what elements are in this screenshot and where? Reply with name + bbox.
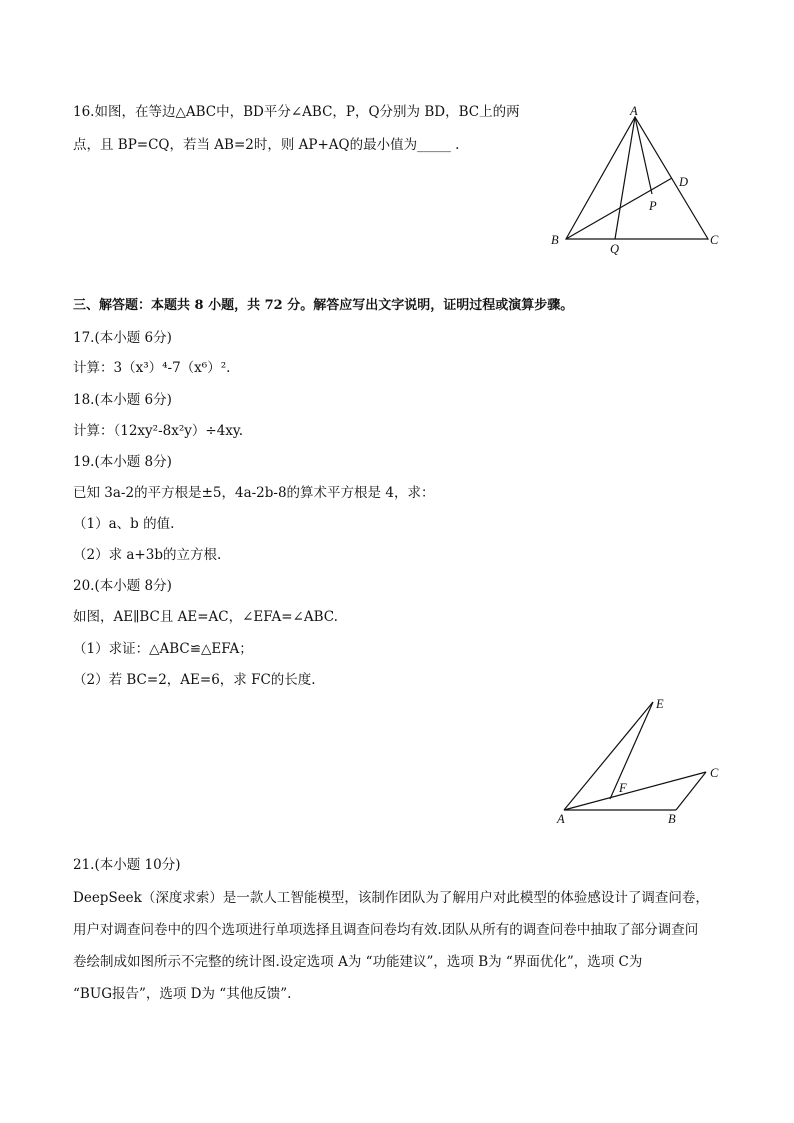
q21-header: 21.(本小题 10分)	[73, 857, 181, 873]
q20-header: 20.(本小题 8分)	[73, 578, 172, 594]
q19-part2: （2）求 a+3b的立方根.	[73, 547, 222, 563]
label-a: A	[630, 104, 638, 118]
q16-text-line1: 16.如图，在等边△ABC中，BD平分∠ABC，P，Q分别为 BD，BC上的两	[73, 104, 520, 120]
segment-ae	[564, 702, 653, 810]
q21-text-line2: 用户对调查问卷中的四个选项进行单项选择且调查问卷均有效.团队从所有的调查问卷中抽取了部分调查问	[73, 922, 699, 938]
label-c: C	[710, 766, 719, 780]
label-d: D	[679, 175, 689, 189]
q17-header: 17.(本小题 6分)	[73, 330, 172, 346]
q21-text-line1: DeepSeek（深度求索）是一款人工智能模型，该制作团队为了解用户对此模型的体验感设计了调查问卷，	[73, 890, 709, 906]
q20-part1: （1）求证：△ABC≌△EFA；	[73, 641, 253, 657]
segment-ap	[635, 117, 652, 194]
label-p: P	[649, 199, 657, 213]
segment-ac	[564, 772, 706, 810]
segment-ef	[610, 702, 653, 799]
label-q: Q	[610, 242, 620, 256]
q18-text: 计算：（12xy²-8x²y）÷4xy.	[73, 423, 244, 439]
segment-bc	[676, 772, 706, 810]
q21-text-line3: 卷绘制成如图所示不完整的统计图.设定选项 A为 “功能建议”，选项 B为 “界面优化”，选项 C为	[73, 954, 643, 970]
label-b: B	[668, 812, 676, 826]
label-c: C	[710, 233, 719, 247]
q20-figure	[550, 690, 730, 830]
label-b: B	[551, 233, 559, 247]
q19-header: 19.(本小题 8分)	[73, 454, 172, 470]
q18-header: 18.(本小题 6分)	[73, 392, 172, 408]
q19-text: 已知 3a-2的平方根是±5，4a-2b-8的算术平方根是 4，求：	[73, 485, 435, 501]
q16-text-line2: 点，且 BP=CQ，若当 AB=2时，则 AP+AQ的最小值为_____ .	[73, 137, 460, 153]
section-3-title: 三、解答题：本题共 8 小题，共 72 分。解答应写出文字说明，证明过程或演算步骤。	[73, 298, 574, 313]
label-a: A	[557, 812, 565, 826]
label-f: F	[619, 781, 627, 795]
q17-text: 计算：3（x³）⁴-7（x⁶）².	[73, 360, 231, 376]
label-e: E	[656, 697, 664, 711]
q19-part1: （1）a、b 的值.	[73, 516, 175, 532]
q20-text: 如图，AE∥BC且 AE=AC，∠EFA=∠ABC.	[73, 609, 338, 625]
q20-part2: （2）若 BC=2，AE=6，求 FC的长度.	[73, 672, 316, 688]
q16-triangle-figure	[545, 98, 735, 263]
q21-text-line4: “BUG报告”，选项 D为 “其他反馈”.	[73, 986, 292, 1002]
